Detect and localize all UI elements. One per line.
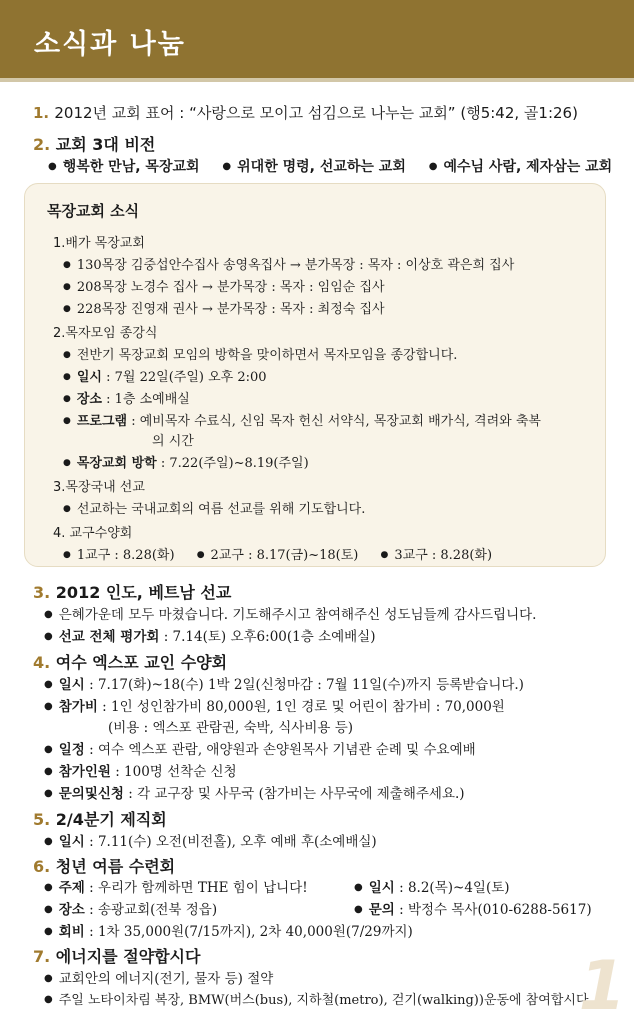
item-value: ● 교회안의 에너지(전기, 물자 등) 절약 xyxy=(44,971,273,987)
item-value: ● 은혜가운데 모두 마쳤습니다. 기도해주시고 참여해주신 성도님들께 감사드립니다. xyxy=(44,607,536,623)
box-title: 목장교회 소식 xyxy=(47,202,140,220)
section-2-heading xyxy=(33,132,155,155)
item-value: : 박정수 목사(010-6288-5617) xyxy=(394,902,592,918)
list-item xyxy=(44,738,476,758)
item-label: 참가인원 xyxy=(58,764,111,780)
item-value: : 7.11(수) 오전(비전홀), 오후 예배 후(소예배실) xyxy=(84,834,377,850)
section-3-number: 3. xyxy=(33,583,51,602)
item-label: 일시 xyxy=(368,880,395,896)
section-5-heading xyxy=(33,807,167,830)
item-label: 문의및신청 xyxy=(58,786,124,802)
item-label: 목장교회 방학 xyxy=(76,456,157,471)
vision-item: ● 위대한 명령, 선교하는 교회 xyxy=(222,159,405,175)
list-item: ● 3교구 : 8.28(화) xyxy=(381,548,493,563)
list-item xyxy=(63,452,309,471)
subsection-title: 2.목자모임 종강식 xyxy=(53,326,158,341)
list-item: ● 1교구 : 8.28(화) xyxy=(63,548,175,563)
cell-church-news-box xyxy=(24,183,606,567)
item-value: : 100명 선착순 신청 xyxy=(110,764,237,780)
item-value: : 7.14(토) 오후6:00(1층 소예배실) xyxy=(159,629,376,645)
list-item xyxy=(63,388,190,407)
item-continuation: (비용 : 엑스포 관람권, 숙박, 식사비용 등) xyxy=(108,720,354,736)
item-value: : 7.17(화)~18(수) 1박 2일(신청마감 : 7월 11일(수)까지 등록받습니다.) xyxy=(84,677,524,693)
list-item xyxy=(63,410,541,429)
list-item xyxy=(44,876,308,896)
item-value: : 8.2(목)~4일(토) xyxy=(394,880,510,896)
item-label: 장소 xyxy=(76,392,102,407)
section-1-number: 1. xyxy=(33,104,50,122)
list-item xyxy=(44,603,536,623)
item-label: 참가비 xyxy=(58,699,98,715)
section-1-text: 2012년 교회 표어 : “사랑으로 모이고 섬김으로 나누는 교회” (행5:42, 골1:26) xyxy=(54,104,578,122)
vision-item: ● 예수님 사람, 제자삼는 교회 xyxy=(429,159,612,175)
subsection-title: 1.배가 목장교회 xyxy=(53,236,145,251)
item-label: 주제 xyxy=(58,880,85,896)
header-banner xyxy=(0,0,634,82)
section-3-heading xyxy=(33,580,231,603)
item-label: 프로그램 xyxy=(76,414,128,429)
section-5-number: 5. xyxy=(33,810,51,829)
section-7-title: 에너지를 절약합시다 xyxy=(55,947,201,966)
item-label: 선교 전체 평가회 xyxy=(58,629,160,645)
subsection-title: 3.목장국내 선교 xyxy=(53,480,145,495)
section-6-number: 6. xyxy=(33,857,51,876)
list-item xyxy=(44,760,237,780)
item-value: : 송광교회(전북 정읍) xyxy=(84,902,218,918)
retreat-list xyxy=(63,544,492,563)
item-value: : 1차 35,000원(7/15까지), 2차 40,000원(7/29까지) xyxy=(84,924,413,940)
item-label: 회비 xyxy=(58,924,85,940)
vision-item: ● 행복한 만남, 목장교회 xyxy=(48,159,200,175)
item-continuation: 의 시간 xyxy=(152,434,194,449)
list-item xyxy=(44,673,524,693)
item-value: : 예비목자 수료식, 신임 목자 헌신 서약식, 목장교회 배가식, 격려와 축복 xyxy=(127,414,541,429)
item-value: ● 주일 노타이차림 복장, BMW(버스(bus), 지하철(metro), 걷기(walking))운동에 참여합시다. xyxy=(44,993,593,1008)
item-value: : 7월 22일(주일) 오후 2:00 xyxy=(101,370,267,385)
list-item xyxy=(44,989,593,1008)
section-7-heading xyxy=(33,944,200,967)
item-value: : 1인 성인참가비 80,000원, 1인 경로 및 어린이 참가비 : 70,000원 xyxy=(97,699,505,715)
item-value: : 각 교구장 및 사무국 (참가비는 사무국에 제출해주세요.) xyxy=(123,786,465,802)
item-label: 장소 xyxy=(58,902,85,918)
section-7-number: 7. xyxy=(33,947,51,966)
list-item: ● 208목장 노경수 집사 → 분가목장 : 목자 : 임임순 집사 xyxy=(63,276,385,295)
section-6-title: 청년 여름 수련회 xyxy=(55,857,176,876)
list-item xyxy=(44,625,376,645)
list-item: ● 130목장 김중섭안수집사 송영옥집사 → 분가목장 : 목자 : 이상호 곽은희 집사 xyxy=(63,254,514,273)
item-value: : 1층 소예배실 xyxy=(101,392,190,407)
item-label: 일시 xyxy=(58,834,85,850)
list-item xyxy=(44,695,505,715)
page-title: 소식과 나눔 xyxy=(34,29,186,60)
item-value: : 여수 엑스포 관람, 애양원과 손양원목사 기념관 순례 및 수요예배 xyxy=(84,742,476,758)
section-1-motto xyxy=(33,102,578,123)
section-5-title: 2/4분기 제직회 xyxy=(55,810,167,829)
section-4-number: 4. xyxy=(33,653,51,672)
list-item xyxy=(63,366,267,385)
section-6-heading xyxy=(33,854,175,877)
vision-list xyxy=(48,156,612,176)
section-2-number: 2. xyxy=(33,135,51,154)
list-item: ● 전반기 목장교회 모임의 방학을 맞이하면서 목자모임을 종강합니다. xyxy=(63,344,457,363)
item-value: : 우리가 함께하면 THE 힘이 납니다! xyxy=(84,880,308,896)
section-3-title: 2012 인도, 베트남 선교 xyxy=(55,583,232,602)
item-value: : 7.22(주일)~8.19(주일) xyxy=(156,456,309,471)
list-item xyxy=(44,967,273,987)
list-item: ● 선교하는 국내교회의 여름 선교를 위해 기도합니다. xyxy=(63,498,365,517)
list-item: ● 2교구 : 8.17(금)~18(토) xyxy=(197,548,359,563)
subsection-title: 4. 교구수양회 xyxy=(53,526,133,541)
list-item xyxy=(44,920,413,940)
item-label: 문의 xyxy=(368,902,395,918)
item-label: 일정 xyxy=(58,742,85,758)
section-2-title: 교회 3대 비전 xyxy=(55,135,156,154)
section-4-heading xyxy=(33,650,227,673)
item-label: 일시 xyxy=(58,677,85,693)
page-number-watermark: 1 xyxy=(578,947,626,1026)
item-label: 일시 xyxy=(76,370,102,385)
list-item xyxy=(354,876,510,896)
list-item xyxy=(44,830,377,850)
section-4-title: 여수 엑스포 교인 수양회 xyxy=(55,653,228,672)
list-item xyxy=(44,782,465,802)
list-item: ● 228목장 진영재 권사 → 분가목장 : 목자 : 최정숙 집사 xyxy=(63,298,385,317)
list-item xyxy=(44,898,217,918)
list-item xyxy=(354,898,592,918)
